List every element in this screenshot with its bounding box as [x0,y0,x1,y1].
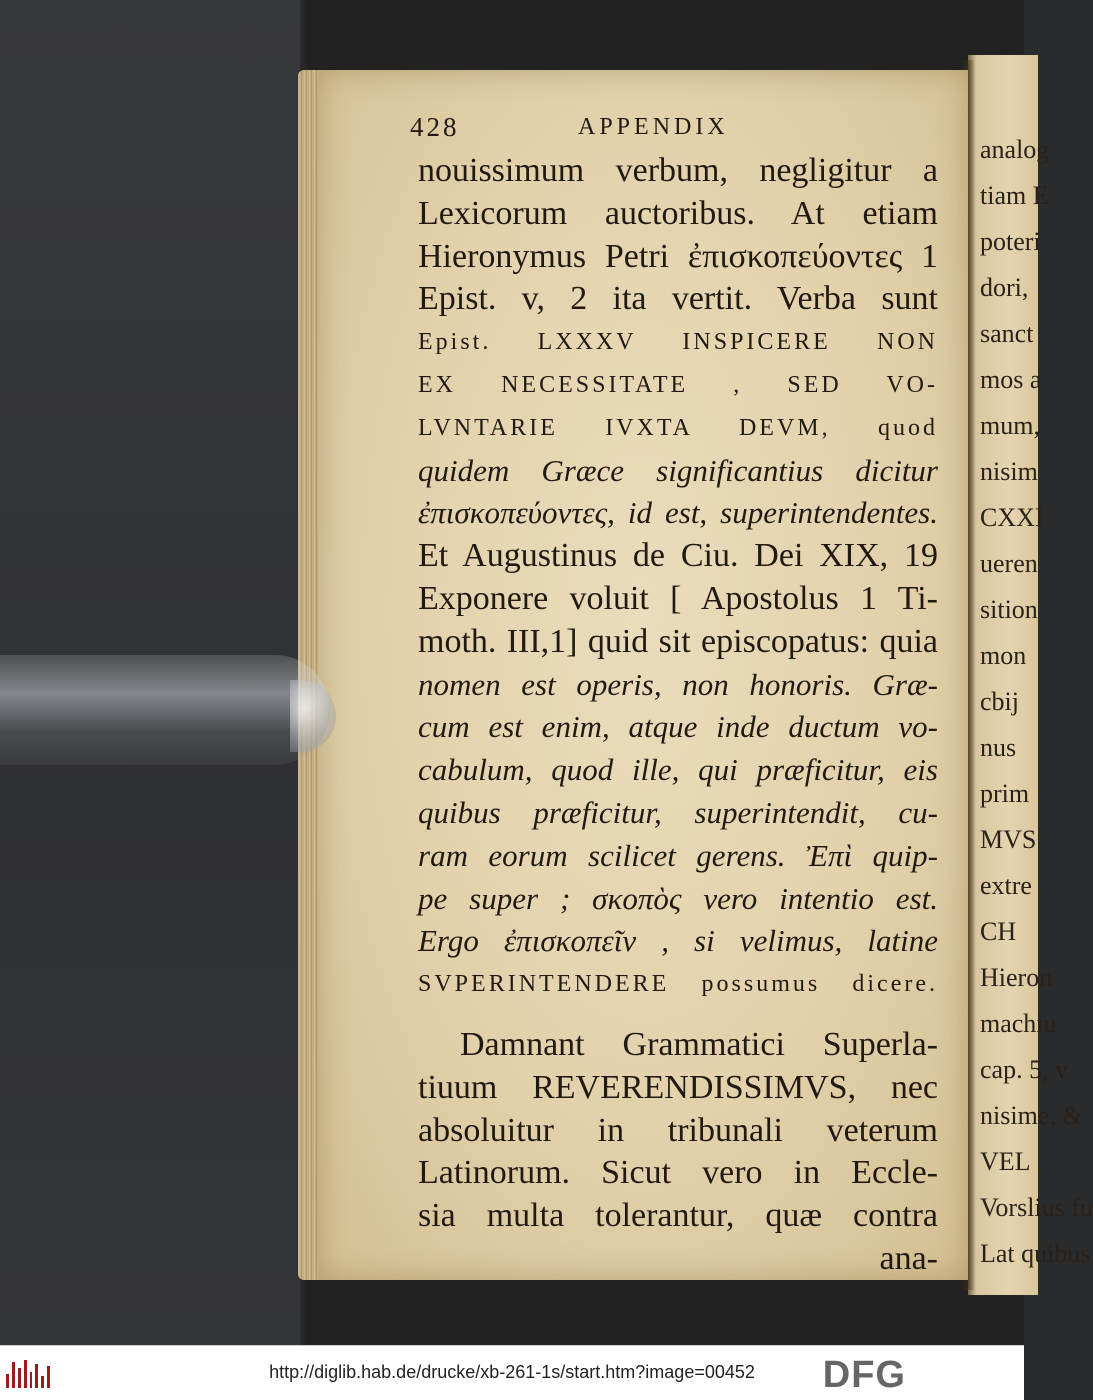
text-line: ἐπισκοπεύοντες, id est, superintendentes. [418,495,938,531]
facing-page-fragment: machiu [980,1009,1057,1038]
facing-page [968,55,1093,1295]
text-line: sia multa tolerantur, quæ contra [418,1197,938,1235]
text-line: quidem Græce significantius dicitur [418,452,938,488]
facing-page-fragment: CXXI [980,503,1044,532]
facing-page-fragment: tiam E [980,181,1049,210]
facing-page-fragment: nisim [980,457,1038,486]
facing-page-fragment: sition [980,595,1038,624]
text-line: LVNTARIE IVXTA DEVM, quod [418,414,938,441]
facing-page-fragment: VEL [980,1147,1031,1176]
facing-page-fragment: mon [980,641,1027,670]
facing-page-fragment: dori, [980,273,1029,302]
text-line: cabulum, quod ille, qui præficitur, eis [418,752,938,788]
text-line: Exponere voluit [ Apostolus 1 Ti- [418,579,938,617]
dfg-logo: DFG [822,1354,906,1396]
facing-page-fragment: prim [980,779,1030,808]
facing-page-fragment: sanct [980,319,1034,348]
text-line: Hieronymus Petri ἐπισκοπεύοντες 1 [418,237,938,275]
source-url-link[interactable]: http://diglib.hab.de/drucke/xb-261-1s/start.htm?image=00452 [269,1362,755,1382]
facing-page-fragment: Vorslius fu [980,1193,1093,1222]
viewer-footer [0,1345,1024,1400]
facing-page-fragment: poteri [980,227,1041,256]
facing-page-fragment: Lat quibus [980,1239,1091,1268]
facing-page-fragment: ueren [980,549,1038,578]
text-line: Epist. LXXXV INSPICERE NON [418,329,938,356]
text-line: Et Augustinus de Ciu. Dei XIX, 19 [418,537,938,575]
text-line: pe super ; σκοπὸς vero intentio est. [418,880,938,916]
text-line: cum est enim, atque inde ductum vo- [418,709,938,745]
facing-page-fragment: cbij [980,687,1019,716]
text-lines [418,150,938,1281]
text-line: quibus præficitur, superintendit, cu- [418,794,938,830]
book-clip [0,655,330,765]
facing-page-fragment: analog [980,135,1050,164]
facing-page-fragment: Hieron [980,963,1053,992]
text-line: ram eorum scilicet gerens. Ἐπὶ quip- [418,837,938,873]
facing-page-fragment: cap. 5, v [980,1055,1069,1084]
text-line: Ergo ἐπισκοπεῖν , si velimus, latine [418,923,938,959]
facing-page-fragment: nus [980,733,1017,762]
page-text [410,110,938,1281]
page-number: 428 [410,112,460,142]
text-line: moth. III,1] quid sit episcopatus: quia [418,622,938,660]
facing-page-fragment: MVS [980,825,1037,854]
text-line: nomen est operis, non honoris. Græ- [418,666,938,702]
facing-page-fragment: CH [980,917,1017,946]
text-line: tiuum REVERENDISSIMVS, nec [418,1068,938,1106]
text-line: absoluitur in tribunali veterum [418,1111,938,1149]
text-line: Epist. v, 2 ita vertit. Verba sunt [418,280,938,318]
text-line: SVPERINTENDERE possumus dicere. [418,971,938,998]
text-line: Damnant Grammatici Superla- [460,1025,938,1063]
text-line: EX NECESSITATE , SED VO- [418,371,938,398]
facing-page-fragment: nisime, & [980,1101,1083,1130]
facing-page-fragment: mos a [980,365,1042,394]
paragraph-gap [418,1006,938,1024]
running-head: APPENDIX [578,114,729,140]
text-line: ana- [879,1239,938,1277]
facing-page-fragment: extre [980,871,1032,900]
text-line: Lexicorum auctoribus. At etiam [418,194,938,232]
facing-page-fragment: mum, [980,411,1040,440]
text-line: Latinorum. Sicut vero in Eccle- [418,1154,938,1192]
text-line: nouissimum verbum, negligitur a [418,152,938,189]
page-header [410,110,938,150]
